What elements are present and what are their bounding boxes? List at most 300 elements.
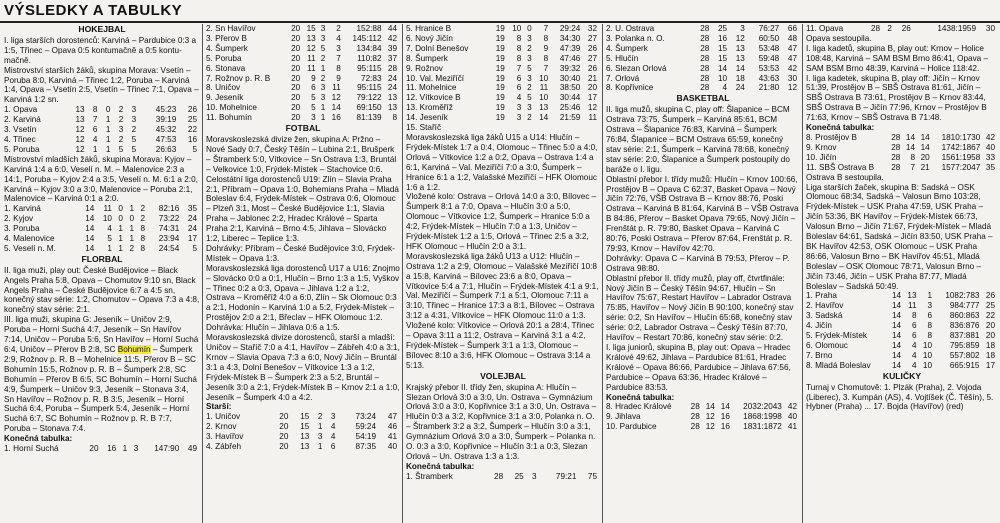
stat-cell: 665:915 bbox=[949, 360, 980, 370]
stat-cell: 6 bbox=[927, 311, 932, 321]
stat-cell: 12 bbox=[735, 33, 745, 43]
stat-cell: 11 bbox=[332, 83, 341, 93]
stat-cell: 6 bbox=[911, 331, 917, 341]
table-row bbox=[606, 83, 800, 93]
stat-cell: 3 bbox=[330, 412, 336, 422]
stat-cell: 0 bbox=[129, 214, 134, 224]
stat-cell: 19 bbox=[495, 103, 505, 113]
table-row bbox=[606, 34, 800, 44]
stat-cell: 15 bbox=[300, 422, 310, 432]
stat-cell: 14 bbox=[905, 142, 915, 152]
table-row bbox=[4, 214, 200, 224]
stat-cell: 11 bbox=[588, 113, 597, 123]
stat-cell: 1 bbox=[317, 422, 323, 432]
results-paragraph: II. liga muži, play out: České Budějovice – Black Angels Praha 5:8, Opava – Chomutov 9:10 sn, Black Angels Praha – České Budějovice 6:7 a 4:5 sn, konečný stav série: 1:2, Chomutov – Opava 7:3 a 4:8, konečný stav série: 2:1. bbox=[4, 265, 200, 315]
team-cell: 4. Malenovice bbox=[4, 234, 55, 244]
stat-cell: 35 bbox=[187, 204, 197, 214]
stat-cell: 15 bbox=[306, 24, 316, 33]
stat-cell: 47:39 bbox=[559, 43, 581, 53]
table-row bbox=[206, 74, 400, 84]
stat-cell: 28 bbox=[700, 53, 710, 63]
stat-cell: 2 bbox=[118, 115, 124, 125]
stat-cell: 18 bbox=[985, 350, 995, 360]
team-cell: 6. Olomouc bbox=[806, 341, 848, 350]
stat-cell: 8 bbox=[336, 63, 341, 73]
stat-cell: 13 bbox=[75, 105, 85, 115]
stat-cell: 145:112 bbox=[352, 33, 382, 43]
stat-cell: 26 bbox=[587, 63, 597, 73]
stat-cell: 28 bbox=[870, 24, 881, 33]
stat-cell: 16 bbox=[720, 422, 730, 432]
stat-cell: 1742:1867 bbox=[941, 142, 981, 152]
stat-cell: 13 bbox=[306, 33, 316, 43]
stat-cell: 1082:783 bbox=[945, 291, 980, 301]
stat-cell: 3 bbox=[118, 125, 124, 135]
stat-cell: 984:777 bbox=[949, 301, 980, 311]
table-label: Konečná tabulka: bbox=[606, 392, 675, 402]
table-row bbox=[406, 34, 600, 44]
stat-cell: 20 bbox=[291, 33, 301, 43]
stat-cell: 14 bbox=[920, 132, 930, 142]
table-row bbox=[806, 24, 998, 34]
column-divider bbox=[202, 24, 203, 523]
stat-cell: 41 bbox=[387, 432, 397, 442]
stat-cell: 28 bbox=[494, 471, 504, 481]
team-cell: 5. Hlučín bbox=[606, 53, 639, 63]
stat-cell: 7 bbox=[92, 115, 98, 125]
stat-cell: 39:19 bbox=[155, 115, 177, 125]
stat-cell: 45:23 bbox=[155, 105, 177, 115]
stat-cell: 9 bbox=[311, 73, 316, 83]
stat-cell: 3 bbox=[320, 33, 326, 43]
stat-cell: 8 bbox=[392, 113, 397, 123]
stat-cell: 12 bbox=[331, 93, 341, 103]
stat-cell: 24 bbox=[387, 73, 397, 83]
table-row bbox=[806, 301, 998, 311]
table-row bbox=[406, 54, 600, 64]
stat-cell: 10 bbox=[102, 214, 112, 224]
table-row bbox=[206, 103, 400, 113]
text-run: – Šumperk 2:9, Rožnov p. R. B – Mohelnice 11:5, Přerov B – SC Bohumín 15:5, Rožnov p. R. B – Šumperk 2:8, SC Bohumín – Přerov B 6:5, SC Bohumín – Horní Suchá 4:9, Šumperk – Uničov 9:3, Jeseník – Stonava 3:4, Sn Havířov – Rožnov p. R. B 3:5, Jeseník – Horní Suchá 6:4, Poruba – Šumperk 5:4, Jeseník – Horní Suchá 6:7, SC Bohumín – Rožnov p. R. B 7:7, Poruba – Stonava 7:4. bbox=[4, 345, 197, 434]
stat-cell: 795:859 bbox=[949, 341, 980, 350]
stat-cell: 39:32 bbox=[559, 63, 581, 73]
stat-cell: 20 bbox=[291, 24, 301, 33]
stat-cell: 41 bbox=[787, 422, 797, 432]
team-cell: 3. Sadská bbox=[806, 311, 843, 321]
table-row bbox=[406, 44, 600, 54]
stat-cell: 1 bbox=[320, 113, 326, 123]
stat-cell: 21:59 bbox=[559, 113, 581, 123]
team-cell: 3. Havířov bbox=[206, 432, 244, 442]
stat-cell: 18 bbox=[735, 73, 745, 83]
table-row bbox=[406, 103, 600, 113]
section-title-volejbal: VOLEJBAL bbox=[480, 370, 526, 381]
stat-cell: 95:115 bbox=[357, 63, 382, 73]
stat-cell: 28 bbox=[700, 63, 710, 73]
stat-cell: 6 bbox=[911, 321, 917, 331]
results-paragraph: Opava sestoupila. bbox=[806, 33, 872, 43]
stat-cell: 7 bbox=[910, 162, 915, 172]
stat-cell: 25 bbox=[985, 301, 995, 311]
stat-cell: 1 bbox=[118, 243, 123, 253]
stat-cell: 28 bbox=[891, 132, 901, 142]
team-cell: 4. Šumperk bbox=[606, 43, 648, 53]
stat-cell: 37 bbox=[387, 53, 397, 63]
column-divider bbox=[402, 24, 403, 523]
stat-cell: 28 bbox=[891, 152, 901, 162]
team-cell: 2. Krnov bbox=[206, 422, 237, 432]
results-paragraph: Mistrovství starších žáků, skupina Morava: Vsetín – Poruba 8:0, Karviná – Třinec 1:2, Poruba – Karviná 1:4, Opava – Vsetín 2:5, Vsetín – Třinec 7:1, Opava – Karviná 1:2 sn. bbox=[4, 65, 199, 105]
stat-cell: 15 bbox=[717, 43, 728, 53]
stat-cell: 10 bbox=[512, 24, 522, 33]
team-cell: 13. Kroměříž bbox=[406, 103, 453, 113]
team-cell: 8. Uničov bbox=[206, 83, 241, 93]
stat-cell: 24:54 bbox=[158, 243, 180, 253]
table-row bbox=[206, 412, 400, 422]
stat-cell: 10 bbox=[922, 341, 932, 350]
column-2 bbox=[206, 24, 400, 523]
stat-cell: 26 bbox=[901, 24, 911, 33]
table-row bbox=[206, 432, 400, 442]
results-paragraph: Moravskoslezská liga žáků U15 a U14: Hlučín – Frýdek-Místek 1:7 a 0:4, Olomouc – Třinec 5:0 a 4:0, Orlová – Vítkovice 1:2 a 0:2, Opava – Ostrava 1:4 a 6:1, Karviná – Val. Meziříčí 7:0 a 3:0, Šumperk – Hranice 6:1 a 1:2, Valašské Meziříčí – HFK Olomouc 1:6 a 1:2. bbox=[406, 132, 598, 192]
team-cell: 10. Jičín bbox=[806, 152, 837, 162]
stat-cell: 20 bbox=[279, 422, 289, 432]
stat-cell: 26 bbox=[587, 43, 597, 53]
stat-cell: 1577:2047 bbox=[941, 162, 981, 172]
team-cell: 7. Brno bbox=[806, 350, 833, 360]
team-cell: 5. Poruba bbox=[206, 53, 242, 63]
stat-cell: 39 bbox=[387, 43, 397, 53]
results-paragraph: Dohrávka: Hlučín – Jihlava 0:6 a 1:5. bbox=[206, 323, 340, 333]
stat-cell: 2 bbox=[140, 204, 146, 214]
stat-cell: 20 bbox=[291, 73, 301, 83]
table-row bbox=[606, 44, 800, 54]
title-rule bbox=[0, 21, 1000, 23]
team-cell: 9. Jihlava bbox=[606, 412, 641, 422]
team-cell: 1. Horní Suchá bbox=[4, 444, 59, 454]
stat-cell: 28 bbox=[690, 422, 700, 432]
team-cell: 8. Hradec Králové bbox=[606, 402, 672, 412]
stat-cell: 3 bbox=[320, 83, 326, 93]
stat-cell: 1 bbox=[320, 103, 326, 113]
stat-cell: 0 bbox=[105, 105, 111, 115]
stat-cell: 47:46 bbox=[559, 53, 581, 63]
stat-cell: 60:50 bbox=[758, 33, 780, 43]
stat-cell: 12 bbox=[75, 125, 85, 135]
results-paragraph: I. liga kadetů, skupina B, play out: Krnov – Holice 108:48, Karviná – SAM BSM Brno 86:41, Opava – SAM BSM Brno 48:39, Karviná – Holice 118:42. bbox=[806, 43, 989, 73]
stat-cell: 28 bbox=[700, 43, 710, 53]
stat-cell: 6 bbox=[516, 83, 522, 93]
column-3 bbox=[406, 24, 600, 523]
team-cell: 10. Mohelnice bbox=[206, 103, 257, 113]
stat-cell: 2032:2043 bbox=[743, 402, 782, 412]
table-row bbox=[4, 125, 200, 135]
stat-cell: 2 bbox=[527, 43, 532, 53]
results-paragraph: Dohrávky: Příbram – České Budějovice 3:0, Frýdek-Místek – Opava 1:3. bbox=[206, 243, 395, 263]
standings-table bbox=[206, 412, 400, 452]
stat-cell: 10 bbox=[539, 73, 549, 83]
stat-cell: 66 bbox=[787, 24, 797, 33]
stat-cell: 24 bbox=[387, 83, 397, 93]
stat-cell: 38:50 bbox=[559, 83, 581, 93]
highlighted-word: Bohumín bbox=[117, 345, 151, 354]
text-run: III. liga muži, skupina G: Jeseník – Uničov 2:9, Poruba – Horní Suchá 4:7, Jeseník – Sn Havířov 7:14, Uničov – Poruba 5:6, Sn Havířov – Horní Suchá 6:4, Uničov – Přerov B 2:8, SC bbox=[4, 315, 199, 354]
stat-cell: 69:150 bbox=[356, 103, 382, 113]
table-row bbox=[806, 133, 998, 143]
column-divider bbox=[602, 24, 603, 523]
stat-cell: 30 bbox=[787, 73, 797, 83]
stat-cell: 3 bbox=[131, 105, 137, 115]
stat-cell: 557:802 bbox=[949, 350, 980, 360]
stat-cell: 5 bbox=[192, 144, 197, 154]
stat-cell: 13 bbox=[387, 93, 397, 103]
stat-cell: 10 bbox=[922, 350, 932, 360]
stat-cell: 5 bbox=[107, 234, 112, 244]
stat-cell: 14 bbox=[891, 331, 902, 341]
stat-cell: 1 bbox=[107, 243, 112, 253]
stat-cell: 14 bbox=[85, 224, 95, 234]
stat-cell: 8 bbox=[140, 224, 146, 234]
stat-cell: 4 bbox=[107, 224, 112, 234]
stat-cell: 5 bbox=[527, 63, 532, 73]
team-cell: 2. Karviná bbox=[4, 115, 41, 125]
stat-cell: 13 bbox=[387, 103, 397, 113]
stat-cell: 5 bbox=[311, 103, 316, 113]
stat-cell: 45:32 bbox=[155, 125, 177, 135]
stat-cell: 860:863 bbox=[949, 311, 980, 321]
stat-cell: 16 bbox=[717, 33, 728, 43]
team-cell: 11. Mohelnice bbox=[406, 83, 457, 93]
stat-cell: 14 bbox=[891, 341, 902, 350]
table-row bbox=[606, 402, 800, 412]
stat-cell: 8 bbox=[543, 33, 549, 43]
stat-cell: 47 bbox=[787, 43, 797, 53]
team-cell: 2. Sn Havířov bbox=[206, 24, 256, 33]
stat-cell: 8 bbox=[927, 331, 932, 341]
team-cell: 10. Val. Meziříčí bbox=[406, 73, 465, 83]
stat-cell: 2 bbox=[129, 243, 134, 253]
stat-cell: 20 bbox=[291, 43, 301, 53]
stat-cell: 74:31 bbox=[158, 224, 180, 234]
stat-cell: 14 bbox=[717, 63, 728, 73]
stat-cell: 14 bbox=[891, 321, 902, 331]
stat-cell: 21 bbox=[587, 73, 597, 83]
team-cell: 1. Opava bbox=[4, 105, 38, 115]
stat-cell: 19 bbox=[495, 83, 505, 93]
stat-cell: 20 bbox=[279, 442, 289, 452]
stat-cell: 11 bbox=[307, 53, 316, 63]
stat-cell: 2 bbox=[131, 125, 137, 135]
stat-cell: 2 bbox=[118, 134, 124, 144]
team-cell: 1. Štramberk bbox=[406, 471, 453, 481]
stat-cell: 48 bbox=[787, 33, 797, 43]
stat-cell: 1561:1958 bbox=[941, 152, 981, 162]
stat-cell: 3 bbox=[336, 43, 341, 53]
standings-table bbox=[806, 291, 998, 370]
stat-cell: 16 bbox=[331, 113, 341, 123]
table-row bbox=[406, 74, 600, 84]
stat-cell: 1 bbox=[129, 204, 134, 214]
stat-cell: 20 bbox=[291, 113, 301, 123]
stat-cell: 28 bbox=[891, 142, 901, 152]
stat-cell: 14 bbox=[85, 214, 95, 224]
table-label: Konečná tabulka: bbox=[406, 461, 475, 471]
stat-cell: 32 bbox=[587, 24, 597, 33]
stat-cell: 15 bbox=[717, 53, 728, 63]
stat-cell: 1 bbox=[105, 125, 111, 135]
stat-cell: 25:46 bbox=[559, 103, 581, 113]
stat-cell: 20 bbox=[291, 93, 301, 103]
table-row bbox=[406, 472, 600, 482]
stat-cell: 25 bbox=[187, 115, 197, 125]
stat-cell: 2 bbox=[336, 24, 341, 33]
results-paragraph: 15. Staříč bbox=[406, 123, 442, 133]
results-paragraph bbox=[4, 315, 200, 434]
stat-cell: 33 bbox=[985, 152, 995, 162]
stat-cell: 7 bbox=[543, 63, 549, 73]
stat-cell: 4 bbox=[911, 350, 917, 360]
stat-cell: 6 bbox=[311, 83, 316, 93]
stat-cell: 5 bbox=[311, 93, 316, 103]
stat-cell: 16 bbox=[107, 444, 117, 454]
stat-cell: 21:80 bbox=[758, 83, 780, 93]
table-label: Starší: bbox=[206, 402, 232, 412]
stat-cell: 14 bbox=[720, 402, 730, 412]
table-row bbox=[4, 105, 200, 115]
results-paragraph: Turnaj v Chomutově: 1. Plzák (Praha), 2. Vojoda (Liberec), 3. Kumpán (AS), 4. Vojtíšek (Č. Těšín), 5. Hybner (Praha) ... 17. Bojda (Havířov) (red) bbox=[806, 382, 994, 412]
section-title-kulicky: KULIČKY bbox=[882, 370, 922, 381]
stat-cell: 0 bbox=[527, 24, 532, 33]
standings-table bbox=[606, 24, 800, 93]
table-row bbox=[806, 331, 998, 341]
stat-cell: 13 bbox=[300, 432, 310, 442]
stat-cell: 1 bbox=[320, 63, 326, 73]
stat-cell: 24 bbox=[187, 224, 197, 234]
stat-cell: 28 bbox=[891, 162, 901, 172]
standings-table bbox=[4, 204, 200, 254]
table-row bbox=[606, 64, 800, 74]
stat-cell: 8 bbox=[516, 33, 522, 43]
section-title-basketbal: BASKETBAL bbox=[676, 93, 730, 104]
column-divider bbox=[802, 24, 803, 523]
stat-cell: 20 bbox=[291, 63, 301, 73]
stat-cell: 2 bbox=[887, 24, 892, 33]
stat-cell: 134:84 bbox=[356, 43, 382, 53]
standings-table bbox=[206, 24, 400, 123]
table-row bbox=[406, 113, 600, 123]
results-paragraph: Mistrovství mladších žáků, skupina Morava: Kyjov – Karviná 1:4 a 6:0, Veselí n. M. – Malenovice 2:3 a 14:1, Poruba – Kyjov 2:4 a 3:5, Veselí n. M. 6:1 a 2:0, Karviná – Kyjov 3:0 a 3:0, Malenovice – Poruba 2:1, Malenovice – Karviná 0:1 a 2:0. bbox=[4, 154, 198, 204]
stat-cell: 14 bbox=[85, 234, 95, 244]
stat-cell: 11 bbox=[908, 301, 917, 311]
column-4 bbox=[606, 24, 800, 523]
stat-cell: 4 bbox=[911, 360, 917, 370]
stat-cell: 836:876 bbox=[949, 321, 980, 331]
stat-cell: 8 bbox=[516, 43, 522, 53]
team-cell: 2. U. Ostrava bbox=[606, 24, 655, 33]
stat-cell: 20 bbox=[291, 103, 301, 113]
table-row bbox=[206, 54, 400, 64]
team-cell: 9. Rožnov bbox=[406, 63, 443, 73]
stat-cell: 10 bbox=[539, 93, 549, 103]
stat-cell: 152:88 bbox=[356, 24, 382, 33]
stat-cell: 26:63 bbox=[155, 144, 177, 154]
stat-cell: 1831:1872 bbox=[743, 422, 782, 432]
stat-cell: 110:82 bbox=[357, 53, 382, 63]
results-paragraph: Moravskoslezská divize dorostenců, starší a mladší: Uničov – Staříč 7:0 a 4:1, Havířov – Zábřeh 4:0 a 3:1, Krnov – Slavia Opava 7:3 a 6:0, Nový Jičín – Bruntál 3:1 a 4:3, Dolní Benešov – Vítkovice 1:3 a 1:2, Frýdek-Místek B – Šumperk 2:3 a 5:2, Bruntál – Jeseník 3:0 a 2:1, Frýdek-Místek B – Krnov 2:1 a 1:0, Jeseník – Šumperk 4:0 a 4:2. bbox=[206, 333, 400, 402]
table-row bbox=[806, 311, 998, 321]
stat-cell: 0 bbox=[118, 214, 123, 224]
stat-cell: 79:21 bbox=[555, 471, 577, 481]
results-paragraph: Moravskoslezská liga dorostenců U17 a U16: Znojmo – Slovácko 0:0 a 0:1, Hlučín – Brno 1:3 a 1:5, Vyškov – Třinec 0:2 a 0:3, Opava – Jihlava 1:2 a 1:2, Ostrava – Kroměříž 4:0 a 6:0, Zlín – Sk Olomouc 0:3 a 2:1, Hodonín – Karviná 1:0 a 5:2, Frýdek-Místek – Prostějov 2:0 a 2:1, Břeclav – HFK Olomouc 1:2. bbox=[206, 263, 400, 323]
stat-cell: 3 bbox=[527, 73, 532, 83]
team-cell: 14. Jeseník bbox=[406, 113, 448, 123]
stat-cell: 28 bbox=[387, 63, 397, 73]
team-cell: 3. Přerov B bbox=[206, 33, 247, 43]
stat-cell: 17 bbox=[187, 234, 197, 244]
stat-cell: 147:90 bbox=[154, 444, 180, 454]
results-paragraph: II. liga mužů, skupina C, play off: Šlapanice – BCM Ostrava 73:75, Šumperk – Karviná 85:61, BCM Ostrava – Šlapanice 76:83, Karviná – Šumperk 76:84, Šlapanice – BCM Ostrava 65:59, konečný stav série: 2:1, Šumperk – Karviná 78:68, konečný stav série: 2:0, Šlapanice a Šumperk postoupily do baráže o I. ligu. bbox=[606, 105, 790, 174]
stat-cell: 13 bbox=[300, 442, 310, 452]
standings-table bbox=[4, 105, 200, 155]
team-cell: 5. Poruba bbox=[4, 144, 40, 154]
stat-cell: 5 bbox=[320, 43, 326, 53]
team-cell: 1. Karviná bbox=[4, 204, 41, 214]
stat-cell: 16 bbox=[187, 134, 197, 144]
stat-cell: 3 bbox=[740, 24, 745, 33]
stat-cell: 28 bbox=[700, 73, 710, 83]
stat-cell: 73:22 bbox=[158, 214, 180, 224]
results-paragraph: Dohrávky: Opava C – Karviná B 79:53, Přerov – P. Ostrava 98:80. bbox=[606, 253, 790, 273]
team-cell: 11. Opava bbox=[806, 24, 844, 33]
stat-cell: 12 bbox=[75, 134, 85, 144]
table-row bbox=[806, 351, 998, 361]
team-cell: 4. Zábřeh bbox=[206, 442, 242, 452]
stat-cell: 73:24 bbox=[355, 412, 377, 422]
results-paragraph: I. liga starších dorostenců: Karviná – Pardubice 0:3 a 1:5, Třinec – Opava 0:5 kontumačně a 0:5 kontu-mačně. bbox=[4, 35, 197, 65]
stat-cell: 3 bbox=[516, 103, 522, 113]
stat-cell: 23:94 bbox=[158, 234, 180, 244]
stat-cell: 1 bbox=[105, 144, 111, 154]
stat-cell: 19 bbox=[495, 113, 505, 123]
team-cell: 4. Jičín bbox=[806, 321, 832, 331]
stat-cell: 8 bbox=[543, 53, 549, 63]
table-row bbox=[4, 444, 200, 454]
stat-cell: 3 bbox=[131, 115, 137, 125]
stat-cell: 75 bbox=[587, 471, 597, 481]
team-cell: 3. Poruba bbox=[4, 224, 40, 234]
stat-cell: 3 bbox=[317, 432, 323, 442]
stat-cell: 42 bbox=[787, 402, 797, 412]
stat-cell: 4 bbox=[330, 422, 336, 432]
stat-cell: 19 bbox=[495, 93, 505, 103]
table-row bbox=[4, 135, 200, 145]
section-title-hokejbal: HOKEJBAL bbox=[78, 24, 126, 34]
table-row bbox=[4, 244, 200, 254]
stat-cell: 3 bbox=[320, 93, 326, 103]
team-cell: 7. Dolní Benešov bbox=[406, 43, 469, 53]
team-cell: 8. Kopřivnice bbox=[606, 83, 654, 93]
stat-cell: 7 bbox=[543, 24, 549, 33]
stat-cell: 28 bbox=[700, 33, 710, 43]
stat-cell: 79:122 bbox=[356, 93, 382, 103]
team-cell: 5. Frýdek-Místek bbox=[806, 331, 867, 341]
stat-cell: 26 bbox=[187, 105, 197, 115]
table-row bbox=[406, 24, 600, 34]
stat-cell: 35 bbox=[985, 162, 995, 172]
stat-cell: 21 bbox=[920, 162, 930, 172]
stat-cell: 3 bbox=[927, 301, 932, 311]
table-row bbox=[806, 361, 998, 371]
